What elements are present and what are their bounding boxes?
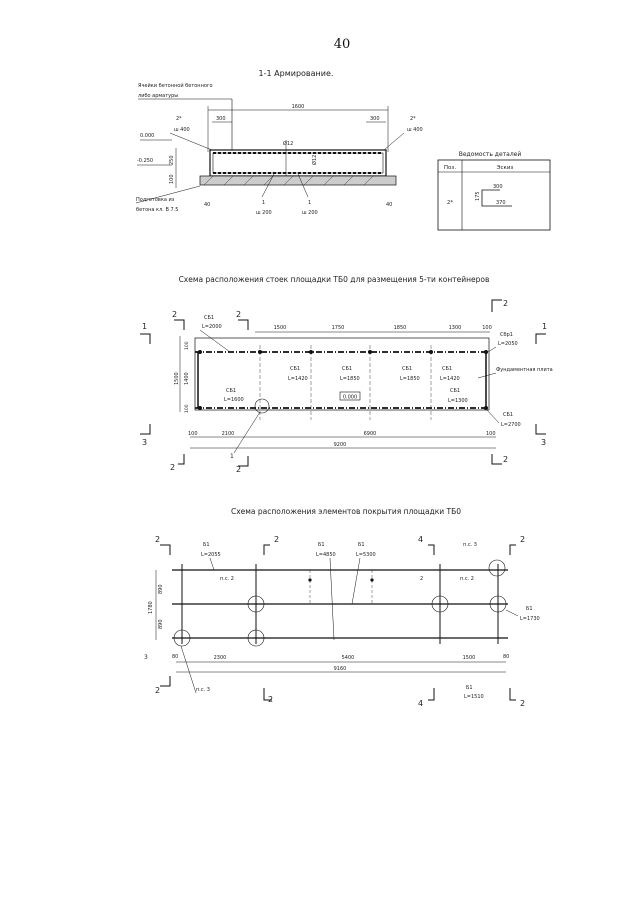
sec1-marker-b: 1 xyxy=(542,322,548,331)
parts-table-title: Ведомость деталей xyxy=(458,151,522,158)
ps3-top: п.с. 3 xyxy=(463,542,477,548)
dim-bottom-2: 2100 xyxy=(221,431,235,437)
dim-total: 9200 xyxy=(333,442,347,448)
parts-row-pos: 2* xyxy=(446,200,454,206)
post-2-name: СБ1 xyxy=(290,366,301,372)
marker-3: 3 xyxy=(144,654,148,661)
s3-dim-bottom-3: 1500 xyxy=(462,655,476,661)
detail-marker: 1 xyxy=(230,453,234,460)
dim-left: 300 xyxy=(216,116,226,122)
bar-right-step: ш 400 xyxy=(407,127,423,133)
left-small-bottom: 100 xyxy=(185,404,190,413)
post-right-len: L=1300 xyxy=(448,398,468,404)
bar-right-mark: 2* xyxy=(410,116,416,122)
left-height-2: 1400 xyxy=(184,372,190,385)
sec1-marker-a: 1 xyxy=(142,322,148,331)
section-2-title: Схема расположения стоек площадки ТБ0 для размещения 5-ти контейнеров xyxy=(178,275,490,284)
base-label-a: Подготовка из xyxy=(136,197,175,203)
bar1-b-step: ш 200 xyxy=(302,210,318,216)
dim-top-5: 100 xyxy=(482,325,492,331)
bar1-a: 1 xyxy=(262,200,266,206)
top-left-len: L=2000 xyxy=(202,324,222,330)
section-1-reinforcement xyxy=(136,69,550,230)
bar1-b: 1 xyxy=(308,200,312,206)
dim-edge-left: 40 xyxy=(204,202,211,208)
level-top: 0.000 xyxy=(140,133,155,139)
dim-edge-right: 40 xyxy=(386,202,393,208)
b1-mid-a: Б1 xyxy=(318,542,325,548)
s3-dim-bottom-2: 5400 xyxy=(341,655,355,661)
bar1-a-step: ш 200 xyxy=(256,210,272,216)
parts-sketch-a: 300 xyxy=(493,184,503,190)
parts-sketch-c: 175 xyxy=(475,191,481,201)
parts-sketch-b: 370 xyxy=(496,200,506,206)
dim-mid-b: Ø12 xyxy=(312,154,318,165)
s3-left-total: 1780 xyxy=(148,601,154,614)
b1-left: Б1 xyxy=(203,542,210,548)
s3-sec2-b: 2 xyxy=(274,535,280,544)
parts-col-pos: Поз. xyxy=(443,165,457,171)
s3-sec2-a: 2 xyxy=(155,535,161,544)
s3-edge-right: 80 xyxy=(503,654,510,660)
post-4-len: L=1850 xyxy=(400,376,420,382)
dim-top-4: 1300 xyxy=(448,325,462,331)
sec2-marker-e: 2 xyxy=(236,465,242,474)
parts-col-sketch: Эскиз xyxy=(496,165,514,171)
sec2-marker-d: 2 xyxy=(170,463,176,472)
dim-mid-a: Ø12 xyxy=(283,141,294,147)
post-1-name: СБ1 xyxy=(226,388,237,394)
s3-dim-total: 9160 xyxy=(333,666,347,672)
sec2-marker-c: 2 xyxy=(503,299,509,308)
grid-label-b: либо арматуры xyxy=(138,93,179,99)
dim-bottom-1: 100 xyxy=(188,431,198,437)
section-3-title: Схема расположения элементов покрытия площадки ТБ0 xyxy=(230,507,462,516)
b1-bottom: Б1 xyxy=(466,685,473,691)
b1-mid-a-len: L=4850 xyxy=(316,552,336,558)
dim-top-2: 1750 xyxy=(331,325,345,331)
post-4-name: СБ1 xyxy=(402,366,413,372)
b1-right: Б1 xyxy=(526,606,533,612)
bottom-right-label: СБ1 xyxy=(503,412,514,418)
marker-2-right: 2 xyxy=(420,576,424,582)
foundation-label: Фундаментная плита xyxy=(496,367,553,373)
post-1-len: L=1600 xyxy=(224,397,244,403)
post-3-len: L=1850 xyxy=(340,376,360,382)
s3-dim-bottom-1: 2300 xyxy=(213,655,227,661)
s3-left-a: 890 xyxy=(158,584,164,594)
bottom-right-len: L=2700 xyxy=(501,422,521,428)
s3-sec4-a: 4 xyxy=(418,535,424,544)
s3-sec2-d: 2 xyxy=(155,686,161,695)
s3-left-b: 890 xyxy=(158,619,164,629)
dim-bottom-3: 6900 xyxy=(363,431,377,437)
post-3-name: СБ1 xyxy=(342,366,353,372)
dim-bottom-4: 100 xyxy=(486,431,496,437)
b1-mid-b: Б1 xyxy=(358,542,365,548)
bar-left-mark: 2* xyxy=(176,116,182,122)
b1-mid-b-len: L=5300 xyxy=(356,552,376,558)
dim-right: 300 xyxy=(370,116,380,122)
dim-top-1: 1500 xyxy=(273,325,287,331)
bar-left-step: ш 400 xyxy=(174,127,190,133)
sec2-marker-f: 2 xyxy=(503,455,509,464)
post-5-len: L=1420 xyxy=(440,376,460,382)
dim-top-total: 1600 xyxy=(291,104,305,110)
b1-right-len: L=1730 xyxy=(520,616,540,622)
detail-circle xyxy=(255,399,269,413)
top-right-len: L=2050 xyxy=(498,341,518,347)
s3-sec2-e: 2 xyxy=(268,695,274,704)
sec3-marker-a: 3 xyxy=(142,438,148,447)
s3-sec2-c: 2 xyxy=(520,535,526,544)
top-right-label: Сбр1 xyxy=(500,332,513,338)
top-left-label: СБ1 xyxy=(204,315,215,321)
b1-bottom-len: L=1510 xyxy=(464,694,484,700)
post-2-len: L=1420 xyxy=(288,376,308,382)
left-height: 1500 xyxy=(174,372,180,385)
grid-label-a: Ячейки бетонной бетонного xyxy=(138,83,213,89)
s3-sec4-b: 4 xyxy=(418,699,424,708)
concrete-base xyxy=(200,176,396,185)
section-2-posts-layout xyxy=(140,275,553,474)
s3-edge-left: 80 xyxy=(172,654,179,660)
post-5-name: СБ1 xyxy=(442,366,453,372)
sec2-marker-b: 2 xyxy=(236,310,242,319)
ps3-bottom: п.с. 3 xyxy=(196,687,210,693)
dim-height: 250 xyxy=(169,155,175,165)
dim-base: 100 xyxy=(169,174,175,184)
b1-left-len: L=2055 xyxy=(201,552,221,558)
dim-top-3: 1850 xyxy=(393,325,407,331)
left-small-top: 100 xyxy=(185,341,190,350)
ps2-right: п.с. 2 xyxy=(460,576,474,582)
base-label-b: бетона кл. В 7.5 xyxy=(136,207,179,213)
level-bottom: -0.250 xyxy=(137,158,154,164)
post-right-name: СБ1 xyxy=(450,388,461,394)
section-1-title: 1-1 Армирование. xyxy=(258,69,334,78)
ps2-left: п.с. 2 xyxy=(220,576,234,582)
s3-sec2-f: 2 xyxy=(520,699,526,708)
sec2-marker-a: 2 xyxy=(172,310,178,319)
sec3-marker-b: 3 xyxy=(541,438,547,447)
section-3-roof-layout xyxy=(144,507,540,708)
page-number: 40 xyxy=(333,37,351,52)
center-value: 0.000 xyxy=(342,394,358,401)
